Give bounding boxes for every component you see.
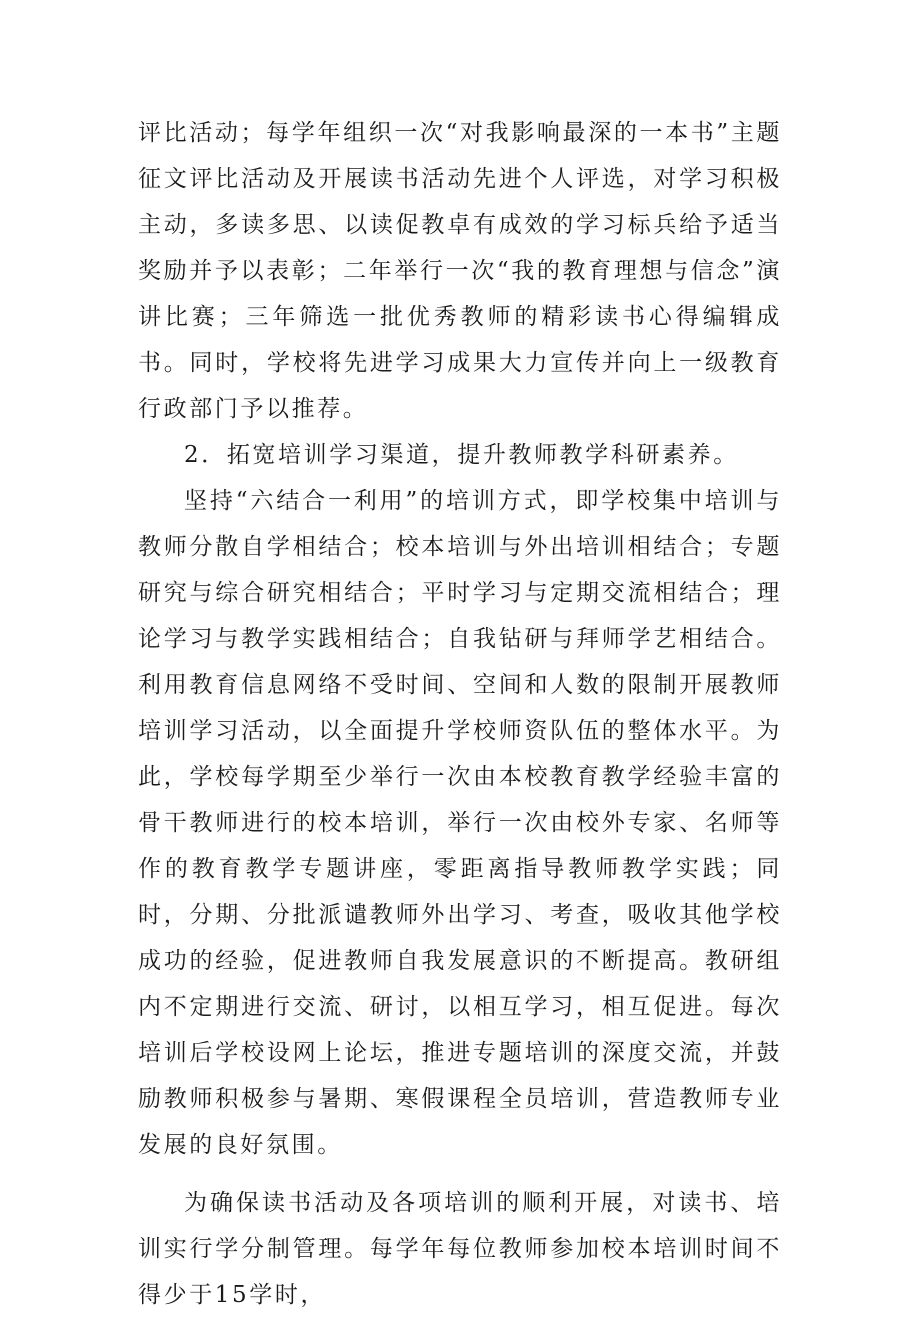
paragraph-reading-awards: 评比活动；每学年组织一次“对我影响最深的一本书”主题征文评比活动及开展读书活动先进个人评选，对学习积极主动，多读多思、以读促教卓有成效的学习标兵给予适当奖励并予以表彰；二年举行一次“我的教育理想与信念”演讲比赛；三年筛选一批优秀教师的精彩读书心得编辑成书。同时，学校将先进学习成果大力宣传并向上一级教育行政部门予以推荐。: [138, 120, 782, 422]
document-body: [138, 110, 782, 1318]
paragraph-credit-management: 为确保读书活动及各项培训的顺利开展，对读书、培训实行学分制管理。每学年每位教师参加校本培训时间不得少于15学时，: [138, 1190, 782, 1308]
paragraph-training-methods: 坚持“六结合一利用”的培训方式，即学校集中培训与教师分散自学相结合；校本培训与外出培训相结合；专题研究与综合研究相结合；平时学习与定期交流相结合；理论学习与教学实践相结合；自我钻研与拜师学艺相结合。利用教育信息网络不受时间、空间和人数的限制开展教师培训学习活动，以全面提升学校师资队伍的整体水平。为此，学校每学期至少举行一次由本校教育教学经验丰富的骨干教师进行的校本培训，举行一次由校外专家、名师等作的教育教学专题讲座，零距离指导教师教学实践；同时，分期、分批派谴教师外出学习、考查，吸收其他学校成功的经验，促进教师自我发展意识的不断提高。教研组内不定期进行交流、研讨，以相互学习，相互促进。每次培训后学校设网上论坛，推进专题培训的深度交流，并鼓励教师积极参与暑期、寒假课程全员培训，营造教师专业发展的良好氛围。: [138, 488, 782, 1158]
section-heading-training-channels: 2．拓宽培训学习渠道，提升教师教学科研素养。: [184, 442, 739, 468]
